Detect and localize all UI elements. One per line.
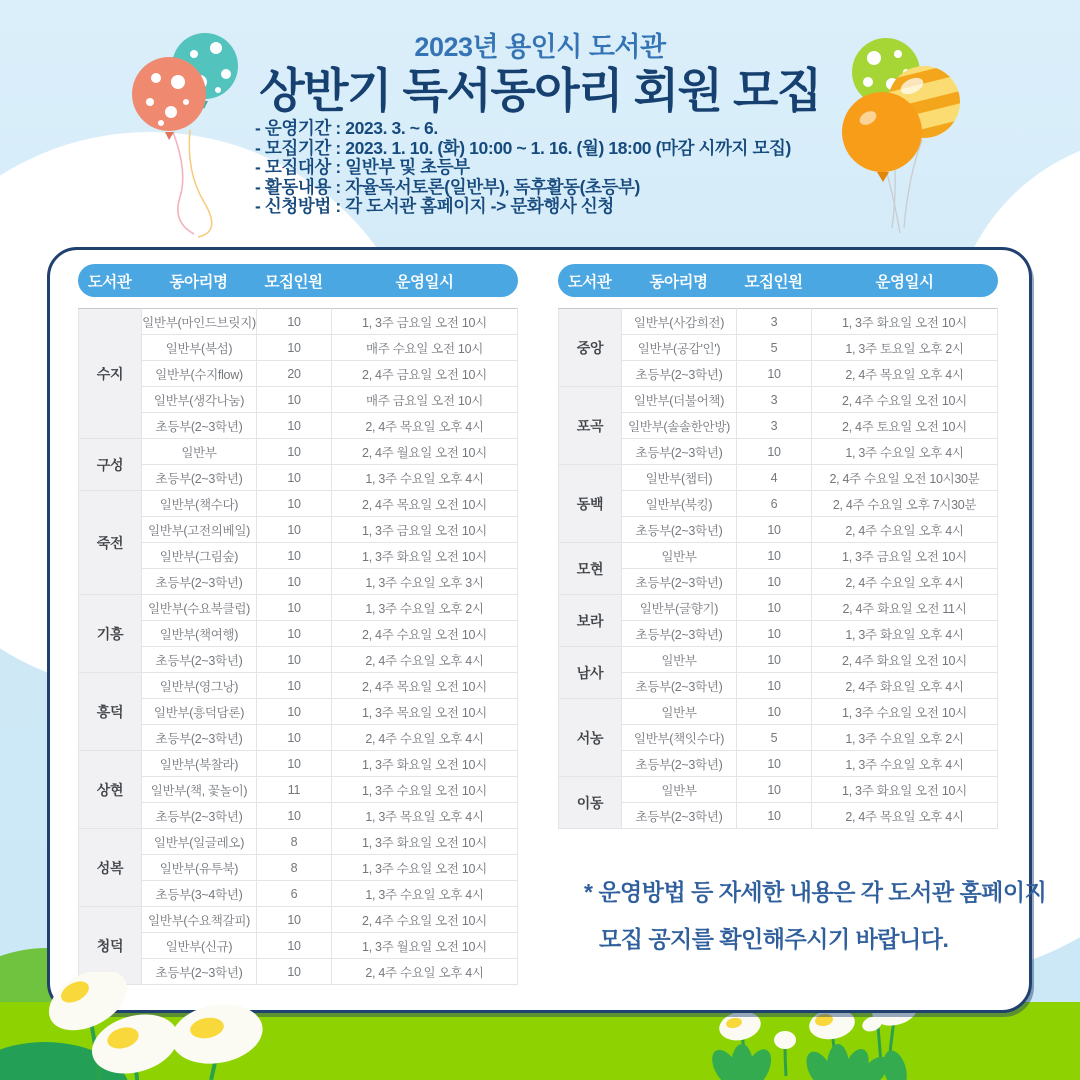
flowers-left-icon bbox=[25, 972, 295, 1080]
club-name-cell: 일반부(마인드브릿지) bbox=[142, 309, 257, 335]
club-name-cell: 일반부 bbox=[622, 777, 737, 803]
recruit-count-cell: 6 bbox=[737, 491, 812, 517]
club-name-cell: 일반부(신규) bbox=[142, 933, 257, 959]
library-name-cell: 흥덕 bbox=[79, 673, 142, 751]
club-name-cell: 일반부(일글레오) bbox=[142, 829, 257, 855]
recruit-count-cell: 10 bbox=[737, 751, 812, 777]
schedule-cell: 2, 4주 목요일 오후 4시 bbox=[332, 413, 518, 439]
schedule-cell: 1, 3주 수요일 오후 2시 bbox=[812, 725, 998, 751]
recruit-count-cell: 3 bbox=[737, 413, 812, 439]
recruit-count-cell: 10 bbox=[257, 673, 332, 699]
club-name-cell: 일반부(유투북) bbox=[142, 855, 257, 881]
club-name-cell: 일반부(생각나눔) bbox=[142, 387, 257, 413]
recruit-count-cell: 10 bbox=[257, 309, 332, 335]
recruit-count-cell: 10 bbox=[737, 361, 812, 387]
schedule-cell: 1, 3주 수요일 오전 10시 bbox=[332, 855, 518, 881]
club-name-cell: 일반부 bbox=[622, 647, 737, 673]
library-name-cell: 모현 bbox=[559, 543, 622, 595]
club-name-cell: 일반부(책잇수다) bbox=[622, 725, 737, 751]
schedule-cell: 1, 3주 수요일 오후 4시 bbox=[332, 465, 518, 491]
schedule-cell: 2, 4주 화요일 오전 10시 bbox=[812, 647, 998, 673]
schedule-cell: 2, 4주 화요일 오전 11시 bbox=[812, 595, 998, 621]
library-name-cell: 서농 bbox=[559, 699, 622, 777]
schedule-cell: 1, 3주 월요일 오전 10시 bbox=[332, 933, 518, 959]
library-name-cell: 성복 bbox=[79, 829, 142, 907]
schedule-cell: 1, 3주 수요일 오전 10시 bbox=[332, 777, 518, 803]
schedule-cell: 2, 4주 수요일 오후 4시 bbox=[332, 647, 518, 673]
schedule-cell: 1, 3주 화요일 오전 10시 bbox=[812, 309, 998, 335]
schedule-cell: 2, 4주 수요일 오후 4시 bbox=[812, 569, 998, 595]
recruit-count-cell: 10 bbox=[737, 803, 812, 829]
club-name-cell: 초등부(2~3학년) bbox=[622, 803, 737, 829]
col-header-club: 동아리명 bbox=[169, 273, 228, 291]
recruit-count-cell: 20 bbox=[257, 361, 332, 387]
schedule-cell: 2, 4주 토요일 오전 10시 bbox=[812, 413, 998, 439]
recruit-count-cell: 10 bbox=[257, 413, 332, 439]
club-name-cell: 일반부(그림숲) bbox=[142, 543, 257, 569]
recruit-count-cell: 10 bbox=[737, 439, 812, 465]
club-name-cell: 초등부(2~3학년) bbox=[142, 647, 257, 673]
schedule-cell: 2, 4주 목요일 오전 10시 bbox=[332, 673, 518, 699]
club-name-cell: 일반부(수지flow) bbox=[142, 361, 257, 387]
schedule-cell: 1, 3주 수요일 오후 2시 bbox=[332, 595, 518, 621]
library-name-cell: 구성 bbox=[79, 439, 142, 491]
recruit-count-cell: 10 bbox=[737, 777, 812, 803]
schedule-cell: 2, 4주 수요일 오전 10시 bbox=[332, 907, 518, 933]
recruit-count-cell: 10 bbox=[257, 621, 332, 647]
recruit-count-cell: 10 bbox=[257, 959, 332, 985]
club-name-cell: 초등부(2~3학년) bbox=[142, 569, 257, 595]
recruit-count-cell: 10 bbox=[257, 751, 332, 777]
col-header-library: 도서관 bbox=[87, 273, 132, 291]
club-name-cell: 초등부(2~3학년) bbox=[622, 751, 737, 777]
schedule-cell: 1, 3주 금요일 오전 10시 bbox=[332, 517, 518, 543]
recruit-count-cell: 10 bbox=[257, 933, 332, 959]
schedule-cell: 2, 4주 수요일 오후 4시 bbox=[812, 517, 998, 543]
recruit-count-cell: 8 bbox=[257, 855, 332, 881]
club-name-cell: 일반부(북킹) bbox=[622, 491, 737, 517]
recruit-count-cell: 10 bbox=[257, 595, 332, 621]
recruit-count-cell: 3 bbox=[737, 309, 812, 335]
left-table-header bbox=[78, 264, 518, 297]
schedule-cell: 1, 3주 금요일 오전 10시 bbox=[812, 543, 998, 569]
schedule-cell: 2, 4주 수요일 오후 7시30분 bbox=[812, 491, 998, 517]
schedule-cell: 2, 4주 월요일 오전 10시 bbox=[332, 439, 518, 465]
club-name-cell: 일반부(흥덕담론) bbox=[142, 699, 257, 725]
schedule-cell: 2, 4주 목요일 오전 10시 bbox=[332, 491, 518, 517]
club-name-cell: 일반부(책여행) bbox=[142, 621, 257, 647]
recruit-count-cell: 10 bbox=[257, 517, 332, 543]
club-name-cell: 초등부(2~3학년) bbox=[142, 725, 257, 751]
club-name-cell: 일반부(영그낭) bbox=[142, 673, 257, 699]
schedule-cell: 2, 4주 화요일 오후 4시 bbox=[812, 673, 998, 699]
club-name-cell: 일반부 bbox=[622, 543, 737, 569]
footnote bbox=[584, 869, 1046, 963]
recruit-count-cell: 6 bbox=[257, 881, 332, 907]
recruit-count-cell: 8 bbox=[257, 829, 332, 855]
left-library-table bbox=[78, 308, 518, 985]
library-name-cell: 중앙 bbox=[559, 309, 622, 387]
footnote-line2: 모집 공지를 확인해주시기 바랍니다. bbox=[599, 926, 949, 952]
schedule-cell: 1, 3주 화요일 오전 10시 bbox=[332, 751, 518, 777]
recruit-count-cell: 10 bbox=[257, 335, 332, 361]
recruit-count-cell: 10 bbox=[257, 465, 332, 491]
library-name-cell: 포곡 bbox=[559, 387, 622, 465]
club-name-cell: 초등부(2~3학년) bbox=[142, 803, 257, 829]
recruit-count-cell: 10 bbox=[257, 491, 332, 517]
recruit-count-cell: 10 bbox=[257, 725, 332, 751]
schedule-cell: 1, 3주 수요일 오후 4시 bbox=[812, 439, 998, 465]
col-header-library: 도서관 bbox=[567, 273, 612, 291]
schedule-cell: 2, 4주 수요일 오후 4시 bbox=[332, 959, 518, 985]
schedule-cell: 1, 3주 금요일 오전 10시 bbox=[332, 309, 518, 335]
club-name-cell: 일반부(책, 꽃놀이) bbox=[142, 777, 257, 803]
club-name-cell: 일반부 bbox=[622, 699, 737, 725]
schedule-cell: 매주 수요일 오전 10시 bbox=[332, 335, 518, 361]
schedule-cell: 1, 3주 목요일 오전 10시 bbox=[332, 699, 518, 725]
club-name-cell: 일반부(사감희전) bbox=[622, 309, 737, 335]
recruit-count-cell: 3 bbox=[737, 387, 812, 413]
bullet-recruit-target: - 모집대상 : 일반부 및 초등부 bbox=[255, 157, 470, 178]
library-name-cell: 보라 bbox=[559, 595, 622, 647]
recruit-count-cell: 10 bbox=[737, 673, 812, 699]
recruit-count-cell: 10 bbox=[257, 387, 332, 413]
club-name-cell: 초등부(2~3학년) bbox=[142, 465, 257, 491]
schedule-cell: 1, 3주 수요일 오후 3시 bbox=[332, 569, 518, 595]
recruit-count-cell: 10 bbox=[737, 699, 812, 725]
col-header-schedule: 운영일시 bbox=[875, 273, 934, 291]
schedule-cell: 2, 4주 금요일 오전 10시 bbox=[332, 361, 518, 387]
club-name-cell: 초등부(2~3학년) bbox=[622, 569, 737, 595]
info-bullet-list bbox=[255, 119, 791, 217]
col-header-club: 동아리명 bbox=[649, 273, 708, 291]
club-name-cell: 일반부(챕터) bbox=[622, 465, 737, 491]
club-name-cell: 초등부(2~3학년) bbox=[622, 621, 737, 647]
club-name-cell: 일반부(책수다) bbox=[142, 491, 257, 517]
recruit-count-cell: 10 bbox=[737, 517, 812, 543]
schedule-cell: 1, 3주 수요일 오전 10시 bbox=[812, 699, 998, 725]
bullet-activity: - 활동내용 : 자율독서토론(일반부), 독후활동(초등부) bbox=[255, 176, 640, 197]
club-name-cell: 초등부(2~3학년) bbox=[142, 959, 257, 985]
col-header-schedule: 운영일시 bbox=[395, 273, 454, 291]
club-name-cell: 일반부(글향기) bbox=[622, 595, 737, 621]
club-name-cell: 일반부(공감'인') bbox=[622, 335, 737, 361]
recruit-count-cell: 5 bbox=[737, 725, 812, 751]
recruit-count-cell: 10 bbox=[257, 647, 332, 673]
schedule-cell: 2, 4주 수요일 오후 4시 bbox=[332, 725, 518, 751]
recruit-count-cell: 10 bbox=[257, 569, 332, 595]
schedule-cell: 2, 4주 수요일 오전 10시 bbox=[812, 387, 998, 413]
club-name-cell: 일반부(수요북클럽) bbox=[142, 595, 257, 621]
recruit-count-cell: 10 bbox=[737, 621, 812, 647]
col-header-count: 모집인원 bbox=[264, 273, 323, 291]
right-table-header bbox=[558, 264, 998, 297]
recruit-count-cell: 4 bbox=[737, 465, 812, 491]
recruit-count-cell: 5 bbox=[737, 335, 812, 361]
bullet-operating-period: - 운영기간 : 2023. 3. ~ 6. bbox=[255, 118, 438, 138]
club-name-cell: 초등부(3~4학년) bbox=[142, 881, 257, 907]
recruit-count-cell: 10 bbox=[737, 569, 812, 595]
poster-subtitle: 2023년 용인시 도서관 bbox=[414, 32, 666, 62]
library-name-cell: 이동 bbox=[559, 777, 622, 829]
library-name-cell: 남사 bbox=[559, 647, 622, 699]
schedule-cell: 1, 3주 수요일 오후 4시 bbox=[812, 751, 998, 777]
schedule-cell: 2, 4주 목요일 오후 4시 bbox=[812, 361, 998, 387]
right-library-table bbox=[558, 308, 998, 829]
schedule-cell: 1, 3주 화요일 오후 4시 bbox=[812, 621, 998, 647]
recruit-count-cell: 10 bbox=[257, 543, 332, 569]
club-name-cell: 일반부(솔솔한안방) bbox=[622, 413, 737, 439]
library-name-cell: 상현 bbox=[79, 751, 142, 829]
club-name-cell: 일반부(북찰라) bbox=[142, 751, 257, 777]
schedule-cell: 2, 4주 목요일 오후 4시 bbox=[812, 803, 998, 829]
recruit-count-cell: 10 bbox=[737, 647, 812, 673]
recruit-count-cell: 10 bbox=[257, 699, 332, 725]
recruit-count-cell: 10 bbox=[257, 907, 332, 933]
recruit-count-cell: 10 bbox=[737, 543, 812, 569]
schedule-cell: 1, 3주 목요일 오후 4시 bbox=[332, 803, 518, 829]
poster-title: 상반기 독서동아리 회원 모집 bbox=[259, 64, 821, 117]
schedule-cell: 1, 3주 수요일 오후 4시 bbox=[332, 881, 518, 907]
library-name-cell: 청덕 bbox=[79, 907, 142, 985]
recruit-count-cell: 10 bbox=[257, 439, 332, 465]
club-name-cell: 일반부(북섬) bbox=[142, 335, 257, 361]
bullet-apply-method: - 신청방법 : 각 도서관 홈페이지 -> 문화행사 신청 bbox=[255, 196, 614, 217]
bullet-recruit-period: - 모집기간 : 2023. 1. 10. (화) 10:00 ~ 1. 16. (월) 18:00 (마감 시까지 모집) bbox=[255, 137, 791, 158]
schedule-cell: 1, 3주 화요일 오전 10시 bbox=[332, 829, 518, 855]
footnote-line1: * 운영방법 등 자세한 내용은 각 도서관 홈페이지 bbox=[584, 879, 1047, 905]
recruit-count-cell: 10 bbox=[257, 803, 332, 829]
library-name-cell: 수지 bbox=[79, 309, 142, 439]
club-name-cell: 일반부(고전의베일) bbox=[142, 517, 257, 543]
col-header-count: 모집인원 bbox=[744, 273, 803, 291]
club-name-cell: 초등부(2~3학년) bbox=[622, 361, 737, 387]
schedule-cell: 1, 3주 화요일 오전 10시 bbox=[332, 543, 518, 569]
schedule-cell: 2, 4주 수요일 오전 10시30분 bbox=[812, 465, 998, 491]
club-name-cell: 일반부(수요책갈피) bbox=[142, 907, 257, 933]
schedule-cell: 1, 3주 토요일 오후 2시 bbox=[812, 335, 998, 361]
club-name-cell: 초등부(2~3학년) bbox=[622, 517, 737, 543]
club-name-cell: 초등부(2~3학년) bbox=[622, 673, 737, 699]
club-name-cell: 초등부(2~3학년) bbox=[142, 413, 257, 439]
library-name-cell: 죽전 bbox=[79, 491, 142, 595]
schedule-cell: 1, 3주 화요일 오전 10시 bbox=[812, 777, 998, 803]
club-name-cell: 일반부(더불어책) bbox=[622, 387, 737, 413]
recruit-count-cell: 10 bbox=[737, 595, 812, 621]
recruit-count-cell: 11 bbox=[257, 777, 332, 803]
library-name-cell: 기흥 bbox=[79, 595, 142, 673]
schedule-cell: 매주 금요일 오전 10시 bbox=[332, 387, 518, 413]
club-name-cell: 초등부(2~3학년) bbox=[622, 439, 737, 465]
club-name-cell: 일반부 bbox=[142, 439, 257, 465]
library-name-cell: 동백 bbox=[559, 465, 622, 543]
schedule-cell: 2, 4주 수요일 오전 10시 bbox=[332, 621, 518, 647]
